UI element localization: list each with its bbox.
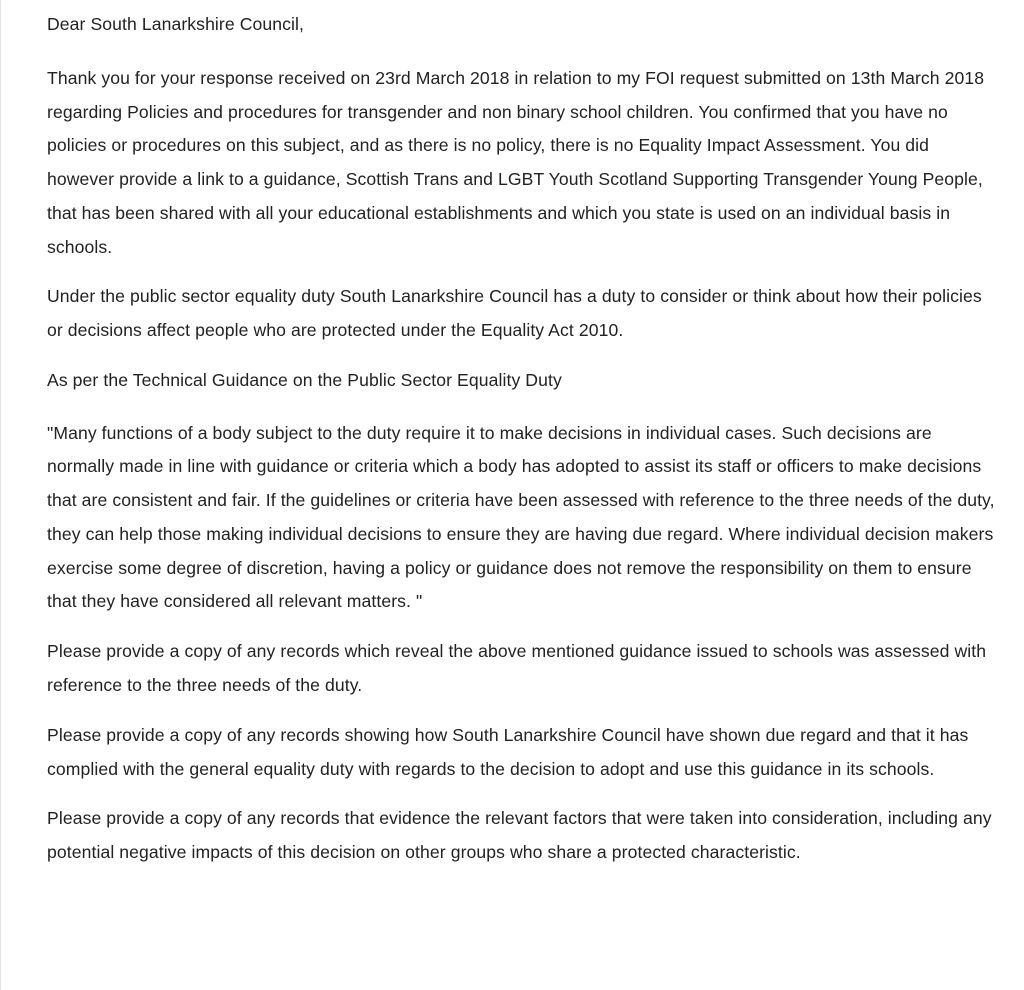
body-paragraph-3: As per the Technical Guidance on the Public Sector Equality Duty <box>47 369 562 390</box>
quoted-guidance-paragraph: "Many functions of a body subject to the duty require it to make decisions in individual cases. Such decisions are normally made in line with guidance or criteria which a body has adopted to assist its staff or officers to make decisions that are consistent and fair. If the guidelines or criteria have been assessed with reference to the three needs of the duty, they can help those making individual decisions to ensure they are having due regard. Where individual decision makers exercise some degree of discretion, having a policy or guidance does not remove the responsibility on them to ensure that they have considered all relevant matters. " <box>47 422 995 612</box>
request-paragraph-2: Please provide a copy of any records showing how South Lanarkshire Council have shown due regard and that it has complied with the general equality duty with regards to the decision to adopt and use this guidance in its schools. <box>47 724 969 779</box>
salutation-paragraph: Dear South Lanarkshire Council, <box>47 14 304 34</box>
request-paragraph-1: Please provide a copy of any records which reveal the above mentioned guidance issued to schools was assessed with reference to the three needs of the duty. <box>47 641 987 696</box>
body-paragraph-2: Under the public sector equality duty South Lanarkshire Council has a duty to consider or think about how their policies or decisions affect people who are protected under the Equality Act 2010. <box>47 286 982 341</box>
letter-body <box>1 0 1024 896</box>
request-paragraph-3: Please provide a copy of any records that evidence the relevant factors that were taken into consideration, including any potential negative impacts of this decision on other groups who share a protected characteristic. <box>47 808 992 863</box>
body-paragraph-1: Thank you for your response received on 23rd March 2018 in relation to my FOI request submitted on 13th March 2018 regarding Policies and procedures for transgender and non binary school children. You confirmed that you have no policies or procedures on this subject, and as there is no policy, there is no Equality Impact Assessment. You did however provide a link to a guidance, Scottish Trans and LGBT Youth Scotland Supporting Transgender Young People, that has been shared with all your educational establishments and which you state is used on an individual basis in schools. <box>47 67 985 257</box>
